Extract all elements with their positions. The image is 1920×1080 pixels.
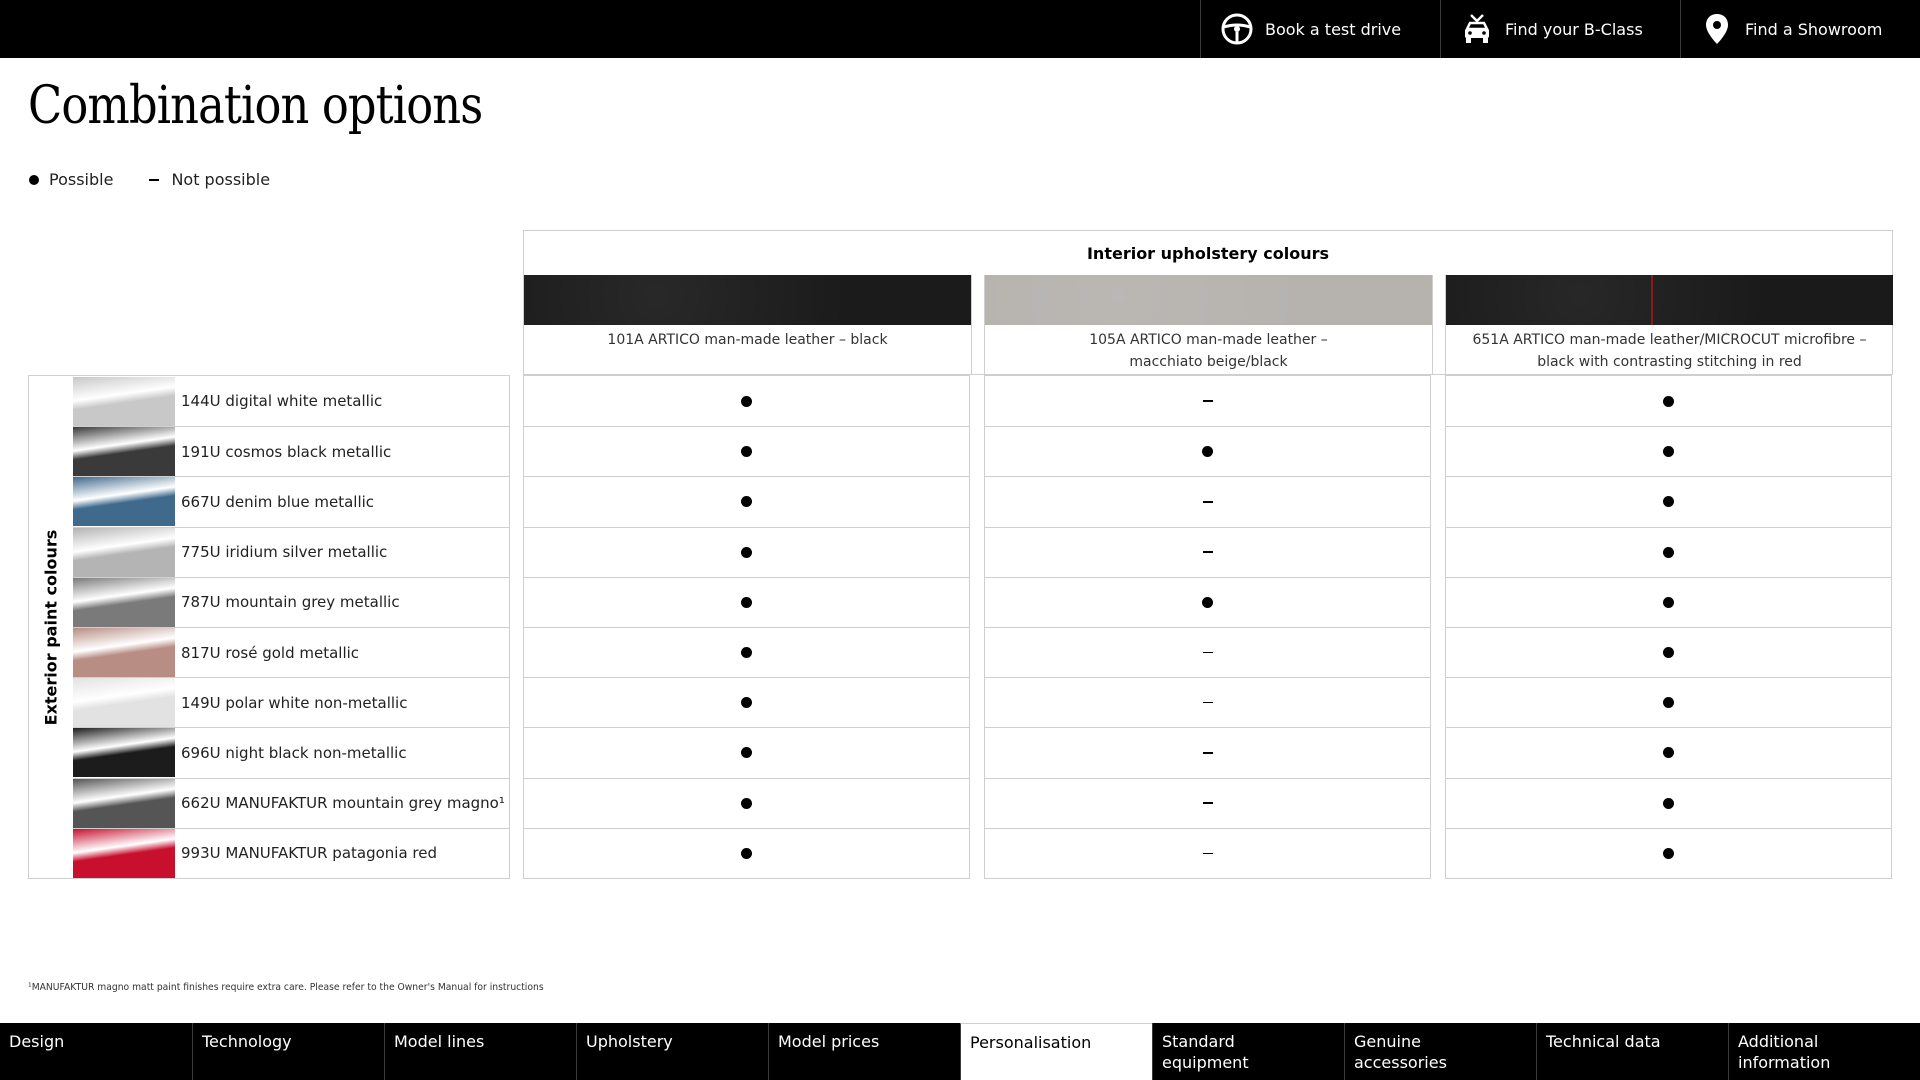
- paint-swatch: [73, 578, 175, 627]
- matrix-column-105a: [984, 375, 1431, 879]
- exterior-paint-table: [28, 375, 510, 879]
- paint-label: 149U polar white non-metallic: [181, 693, 408, 712]
- interior-label-line: macchiato beige/black: [1129, 354, 1288, 370]
- paint-label: 662U MANUFAKTUR mountain grey magno¹: [181, 794, 505, 813]
- exterior-row: [73, 727, 509, 777]
- paint-swatch: [73, 427, 175, 476]
- paint-label: 144U digital white metallic: [181, 392, 383, 410]
- dot-icon: [29, 175, 39, 185]
- possible-dot-icon: [741, 597, 752, 608]
- paint-label: 817U rosé gold metallic: [181, 643, 360, 662]
- possible-dot-icon: [1663, 647, 1674, 658]
- exterior-row: [73, 577, 509, 627]
- paint-label: 667U denim blue metallic: [181, 492, 375, 511]
- not-possible-dash-icon: [1203, 702, 1213, 704]
- possible-dot-icon: [1202, 597, 1213, 608]
- book-test-drive-label: Book a test drive: [1265, 19, 1402, 39]
- paint-swatch: [73, 477, 175, 526]
- book-test-drive-button[interactable]: [1200, 0, 1440, 58]
- matrix-cell: [1446, 828, 1891, 878]
- paint-swatch: [73, 728, 175, 777]
- matrix-cell: [524, 778, 969, 828]
- paint-swatch: [73, 678, 175, 727]
- find-showroom-button[interactable]: [1680, 0, 1920, 58]
- paint-label: 191U cosmos black metallic: [181, 442, 392, 461]
- nav-item-model-prices[interactable]: [768, 1023, 960, 1080]
- nav-item-upholstery[interactable]: [576, 1023, 768, 1080]
- possible-dot-icon: [1663, 747, 1674, 758]
- possible-dot-icon: [1663, 697, 1674, 708]
- matrix-cell: [524, 376, 969, 426]
- paint-swatch: [73, 779, 175, 828]
- possible-dot-icon: [741, 647, 752, 658]
- nav-item-label: Design: [9, 1032, 65, 1051]
- find-b-class-label: Find your B-Class: [1505, 19, 1643, 39]
- nav-item-label: Model prices: [778, 1032, 880, 1051]
- exterior-row: [73, 376, 509, 426]
- exterior-row: [73, 476, 509, 526]
- steering-wheel-icon: [1219, 11, 1255, 47]
- matrix-cell: [1446, 376, 1891, 426]
- interior-column-label: [1446, 325, 1893, 373]
- nav-item-technical-data[interactable]: [1536, 1023, 1728, 1080]
- exterior-row: [73, 778, 509, 828]
- nav-item-label: Technical data: [1546, 1032, 1661, 1051]
- matrix-cell: [985, 727, 1430, 777]
- possible-dot-icon: [1663, 848, 1674, 859]
- matrix-cell: [1446, 677, 1891, 727]
- interior-title: Interior upholstery colours: [1086, 243, 1330, 263]
- nav-item-label: Additional: [1738, 1032, 1819, 1051]
- legend-not-possible-label: Not possible: [171, 170, 271, 189]
- nav-item-label: Standard: [1162, 1032, 1235, 1051]
- exterior-row: [73, 527, 509, 577]
- not-possible-dash-icon: [1203, 802, 1213, 804]
- nav-item-standard[interactable]: [1152, 1023, 1344, 1080]
- possible-dot-icon: [1202, 446, 1213, 457]
- interior-column-101a: [524, 275, 971, 375]
- page-title: Combination options: [28, 76, 483, 136]
- possible-dot-icon: [1663, 396, 1674, 407]
- footnote: ¹MANUFAKTUR magno matt paint finishes require extra care. Please refer to the Owner's Manual for instructions: [28, 982, 544, 993]
- possible-dot-icon: [1663, 798, 1674, 809]
- interior-column-label: [985, 325, 1432, 373]
- not-possible-dash-icon: [1203, 501, 1213, 503]
- interior-column-105a: [985, 275, 1432, 375]
- possible-dot-icon: [1663, 597, 1674, 608]
- nav-item-additional[interactable]: [1728, 1023, 1920, 1080]
- top-actions: [1200, 0, 1920, 58]
- matrix-cell: [985, 577, 1430, 627]
- paint-label: 787U mountain grey metallic: [181, 593, 400, 612]
- interior-swatch: [1446, 275, 1893, 325]
- exterior-row: [73, 426, 509, 476]
- nav-item-label: Genuine: [1354, 1032, 1421, 1051]
- paint-label: 696U night black non-metallic: [181, 743, 407, 762]
- nav-item-label: information: [1738, 1053, 1831, 1072]
- matrix-cell: [985, 778, 1430, 828]
- interior-label-line: 651A ARTICO man-made leather/MICROCUT microfibre –: [1472, 332, 1867, 348]
- possible-dot-icon: [741, 747, 752, 758]
- paint-label: 993U MANUFAKTUR patagonia red: [181, 844, 438, 863]
- nav-item-label: Model lines: [394, 1032, 485, 1051]
- possible-dot-icon: [741, 848, 752, 859]
- nav-item-technology[interactable]: [192, 1023, 384, 1080]
- possible-dot-icon: [741, 396, 752, 407]
- column-divider: [971, 275, 972, 375]
- exterior-title-cell: [29, 376, 73, 878]
- legend: [29, 170, 306, 189]
- interior-label-line: 101A ARTICO man-made leather – black: [607, 332, 888, 348]
- find-b-class-button[interactable]: [1440, 0, 1680, 58]
- find-showroom-label: Find a Showroom: [1745, 19, 1883, 39]
- legend-possible-label: Possible: [49, 170, 114, 189]
- matrix-cell: [985, 426, 1430, 476]
- matrix-cell: [1446, 577, 1891, 627]
- exterior-row: [73, 828, 509, 878]
- matrix-cell: [1446, 426, 1891, 476]
- matrix-cell: [524, 476, 969, 526]
- matrix-cell: [985, 527, 1430, 577]
- nav-item-label: Upholstery: [586, 1032, 673, 1051]
- matrix-cell: [1446, 627, 1891, 677]
- paint-label: 775U iridium silver metallic: [181, 543, 388, 562]
- paint-swatch: [73, 628, 175, 677]
- interior-swatch: [524, 275, 971, 325]
- exterior-row: [73, 677, 509, 727]
- paint-swatch: [73, 528, 175, 577]
- matrix-cell: [524, 527, 969, 577]
- paint-swatch: [73, 377, 175, 426]
- column-divider: [1432, 275, 1433, 375]
- legend-possible: [29, 170, 113, 189]
- matrix-cell: [985, 828, 1430, 878]
- possible-dot-icon: [741, 496, 752, 507]
- possible-dot-icon: [1663, 496, 1674, 507]
- possible-dot-icon: [741, 547, 752, 558]
- matrix-cell: [1446, 527, 1891, 577]
- legend-not-possible: [149, 170, 270, 189]
- matrix-cell: [524, 727, 969, 777]
- matrix-cell: [1446, 778, 1891, 828]
- paint-swatch: [73, 829, 175, 878]
- matrix-cell: [985, 476, 1430, 526]
- not-possible-dash-icon: [1203, 853, 1213, 855]
- red-stitching-line: [1651, 275, 1653, 325]
- not-possible-dash-icon: [1203, 551, 1213, 553]
- not-possible-dash-icon: [1203, 752, 1213, 754]
- nav-item-label: accessories: [1354, 1053, 1447, 1072]
- matrix-cell: [1446, 476, 1891, 526]
- matrix-cell: [985, 677, 1430, 727]
- interior-swatch: [985, 275, 1432, 325]
- top-bar: [0, 0, 1920, 58]
- not-possible-dash-icon: [1203, 400, 1213, 402]
- matrix-cell: [1446, 727, 1891, 777]
- nav-item-label: equipment: [1162, 1053, 1249, 1072]
- possible-dot-icon: [741, 697, 752, 708]
- dash-icon: [149, 179, 159, 181]
- matrix-cell: [985, 376, 1430, 426]
- matrix-cell: [524, 426, 969, 476]
- interior-column-651a: [1446, 275, 1893, 375]
- possible-dot-icon: [741, 798, 752, 809]
- matrix-column-651a: [1445, 375, 1892, 879]
- nav-item-model-lines[interactable]: [384, 1023, 576, 1080]
- matrix-column-101a: [523, 375, 970, 879]
- possible-dot-icon: [1663, 547, 1674, 558]
- matrix-cell: [524, 627, 969, 677]
- interior-label-line: black with contrasting stitching in red: [1537, 354, 1802, 370]
- nav-item-label: Technology: [202, 1032, 292, 1051]
- matrix-cell: [524, 577, 969, 627]
- matrix-cell: [985, 627, 1430, 677]
- nav-item-personalisation[interactable]: [960, 1023, 1152, 1080]
- bottom-navigation: [0, 1023, 1920, 1080]
- interior-label-line: 105A ARTICO man-made leather –: [1089, 332, 1328, 348]
- matrix-cell: [524, 677, 969, 727]
- interior-header: [523, 230, 1893, 375]
- car-search-icon: [1459, 11, 1495, 47]
- nav-item-design[interactable]: [0, 1023, 192, 1080]
- interior-column-label: [524, 325, 971, 351]
- nav-item-label: Personalisation: [970, 1033, 1092, 1052]
- matrix-cell: [524, 828, 969, 878]
- nav-item-genuine[interactable]: [1344, 1023, 1536, 1080]
- exterior-row: [73, 627, 509, 677]
- not-possible-dash-icon: [1203, 652, 1213, 654]
- location-pin-icon: [1699, 11, 1735, 47]
- exterior-title: Exterior paint colours: [41, 529, 61, 725]
- possible-dot-icon: [741, 446, 752, 457]
- possible-dot-icon: [1663, 446, 1674, 457]
